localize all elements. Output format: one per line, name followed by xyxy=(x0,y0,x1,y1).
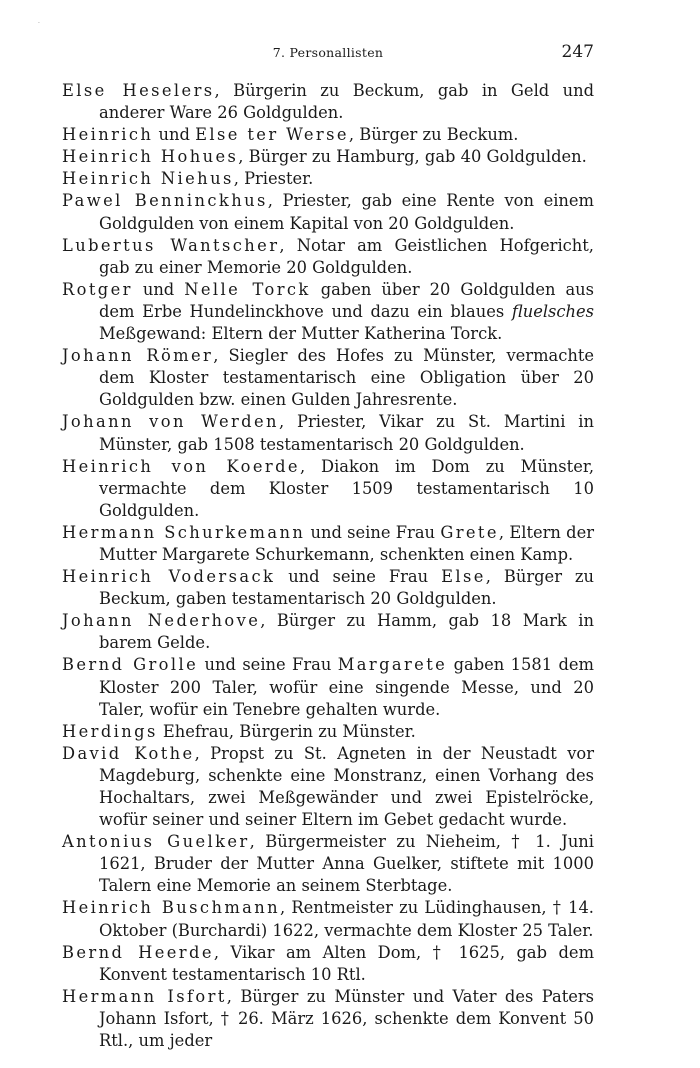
list-entry xyxy=(62,743,594,831)
list-entry xyxy=(62,124,594,146)
person-name: Herdings xyxy=(62,721,158,741)
person-name: Heinrich xyxy=(62,125,154,145)
person-name: David Kothe xyxy=(62,743,195,763)
list-entry xyxy=(62,411,594,455)
entry-connector: und seine Frau xyxy=(275,567,442,587)
person-name: Heinrich Hohues xyxy=(62,147,239,167)
person-name-2: Nelle Torck xyxy=(184,279,311,299)
entry-text: , Notar am Geistlichen Hofgericht, gab zu einer Memorie 20 Goldgulden. xyxy=(99,235,594,277)
person-name: Else Heselers xyxy=(62,81,215,100)
entry-text: , Bürger zu Hamm, gab 18 Mark in barem Gelde. xyxy=(99,611,594,653)
entry-connector: und xyxy=(153,125,196,145)
person-name: Bernd Heerde xyxy=(62,942,214,962)
person-name: Heinrich von Koerde xyxy=(62,456,300,476)
entry-text: , Priester, Vikar zu St. Martini in Münster, gab 1508 testamentarisch 20 Goldgulden. xyxy=(99,412,595,454)
list-entry xyxy=(62,610,594,654)
entry-text: , Eltern der Mutter Margarete Schurkemann, schenkten einen Kamp. xyxy=(99,522,595,564)
running-head: 7. Personallisten xyxy=(272,45,384,60)
person-name: Heinrich Niehus xyxy=(62,169,234,189)
person-name-2: Grete xyxy=(440,522,499,542)
list-entry xyxy=(62,146,594,168)
entry-text: gaben über 20 Goldgulden aus dem Erbe Hundelinckhove und dazu ein blaues xyxy=(99,279,594,321)
person-name: Hermann Schurkemann xyxy=(62,522,306,542)
list-entry xyxy=(62,831,594,897)
list-entry xyxy=(62,942,594,986)
list-entry xyxy=(62,522,594,566)
entry-text: gaben 1581 dem Kloster 200 Taler, wofür eine singende Messe, und 20 Taler, wofür ein Tenebre gehalten wurde. xyxy=(99,655,594,719)
person-name-2: Margarete xyxy=(337,655,448,675)
person-name: Lubertus Wantscher xyxy=(62,235,280,255)
entry-text: , Bürgerin zu Beckum, gab in Geld und anderer Ware 26 Goldgulden. xyxy=(99,81,595,123)
entry-connector: und seine Frau xyxy=(305,522,441,542)
list-entry xyxy=(62,654,594,720)
person-name: Hermann Isfort xyxy=(62,986,227,1006)
person-name: Heinrich Vodersack xyxy=(62,567,276,587)
entry-text-continued: Meßgewand: Eltern der Mutter Katherina Torck. xyxy=(99,324,503,344)
entry-text: , Bürger zu Münster und Vater des Paters Johann Isfort, † 26. März 1626, schenkte dem Konvent 50 Rtl., um jeder xyxy=(99,986,595,1051)
person-name: Pawel Benninckhus xyxy=(62,191,268,211)
page-number: 247 xyxy=(561,42,594,62)
list-entry xyxy=(62,345,594,411)
person-name: Johann Nederhove xyxy=(62,611,261,631)
personal-list xyxy=(62,80,594,1052)
entry-text: , Priester, gab eine Rente von einem Goldgulden von einem Kapital von 20 Goldgulden. xyxy=(99,191,594,233)
person-name: Rotger xyxy=(62,279,133,299)
entry-text: Ehefrau, Bürgerin zu Münster. xyxy=(157,721,416,741)
person-name: Heinrich Buschmann xyxy=(62,898,281,918)
list-entry xyxy=(62,190,594,234)
list-entry xyxy=(62,168,594,190)
entry-text: , Vikar am Alten Dom, † 1625, gab dem Konvent testamentarisch 10 Rtl. xyxy=(99,942,595,984)
person-name: Bernd Grolle xyxy=(62,655,199,675)
entry-text: , Bürgermeister zu Nieheim, † 1. Juni 1621, Bruder der Mutter Anna Guelker, stiftete mit 1000 Talern eine Memorie an seinem Sterbtage. xyxy=(99,832,594,896)
person-name-2: Else ter Werse xyxy=(195,125,349,145)
person-name: Johann Römer xyxy=(62,346,214,366)
list-entry xyxy=(62,566,594,610)
page-header xyxy=(62,42,594,64)
entry-text: , Bürger zu Beckum. xyxy=(348,125,519,145)
entry-connector: und seine Frau xyxy=(198,655,338,675)
person-name: Antonius Guelker xyxy=(62,832,250,852)
entry-italic-term: fluelsches xyxy=(511,301,594,321)
list-entry xyxy=(62,721,594,743)
entry-text: , Diakon im Dom zu Münster, vermachte dem Kloster 1509 testamentarisch 10 Goldgulden. xyxy=(99,456,594,520)
list-entry xyxy=(62,456,594,522)
list-entry xyxy=(62,80,594,124)
entry-text: , Bürger zu Hamburg, gab 40 Goldgulden. xyxy=(238,147,587,167)
list-entry xyxy=(62,986,594,1052)
entry-text: , Siegler des Hofes zu Münster, vermachte dem Kloster testamentarisch eine Obligation über 20 Goldgulden bzw. einen Gulden Jahresrente. xyxy=(99,346,595,410)
list-entry xyxy=(62,235,594,279)
entry-text: , Propst zu St. Agneten in der Neustadt vor Magdeburg, schenkte eine Monstranz, einen Vorhang des Hochaltars, zwei Meßgewänder und zwei Epistelröcke, wofür seiner und seiner Eltern im Gebet gedacht wurde. xyxy=(99,743,595,830)
entry-text: , Priester. xyxy=(233,169,314,189)
entry-connector: und xyxy=(132,279,185,299)
person-name: Johann von Werden xyxy=(62,412,279,432)
entry-text: , Bürger zu Beckum, gaben testamentarisch 20 Goldgulden. xyxy=(99,567,595,609)
list-entry xyxy=(62,279,594,345)
list-entry xyxy=(62,897,594,941)
entry-text: , Rentmeister zu Lüdinghausen, † 14. Oktober (Burchardi) 1622, vermachte dem Kloster 25 Taler. xyxy=(99,898,594,940)
margin-mark: · xyxy=(38,20,40,27)
person-name-2: Else xyxy=(441,567,486,587)
